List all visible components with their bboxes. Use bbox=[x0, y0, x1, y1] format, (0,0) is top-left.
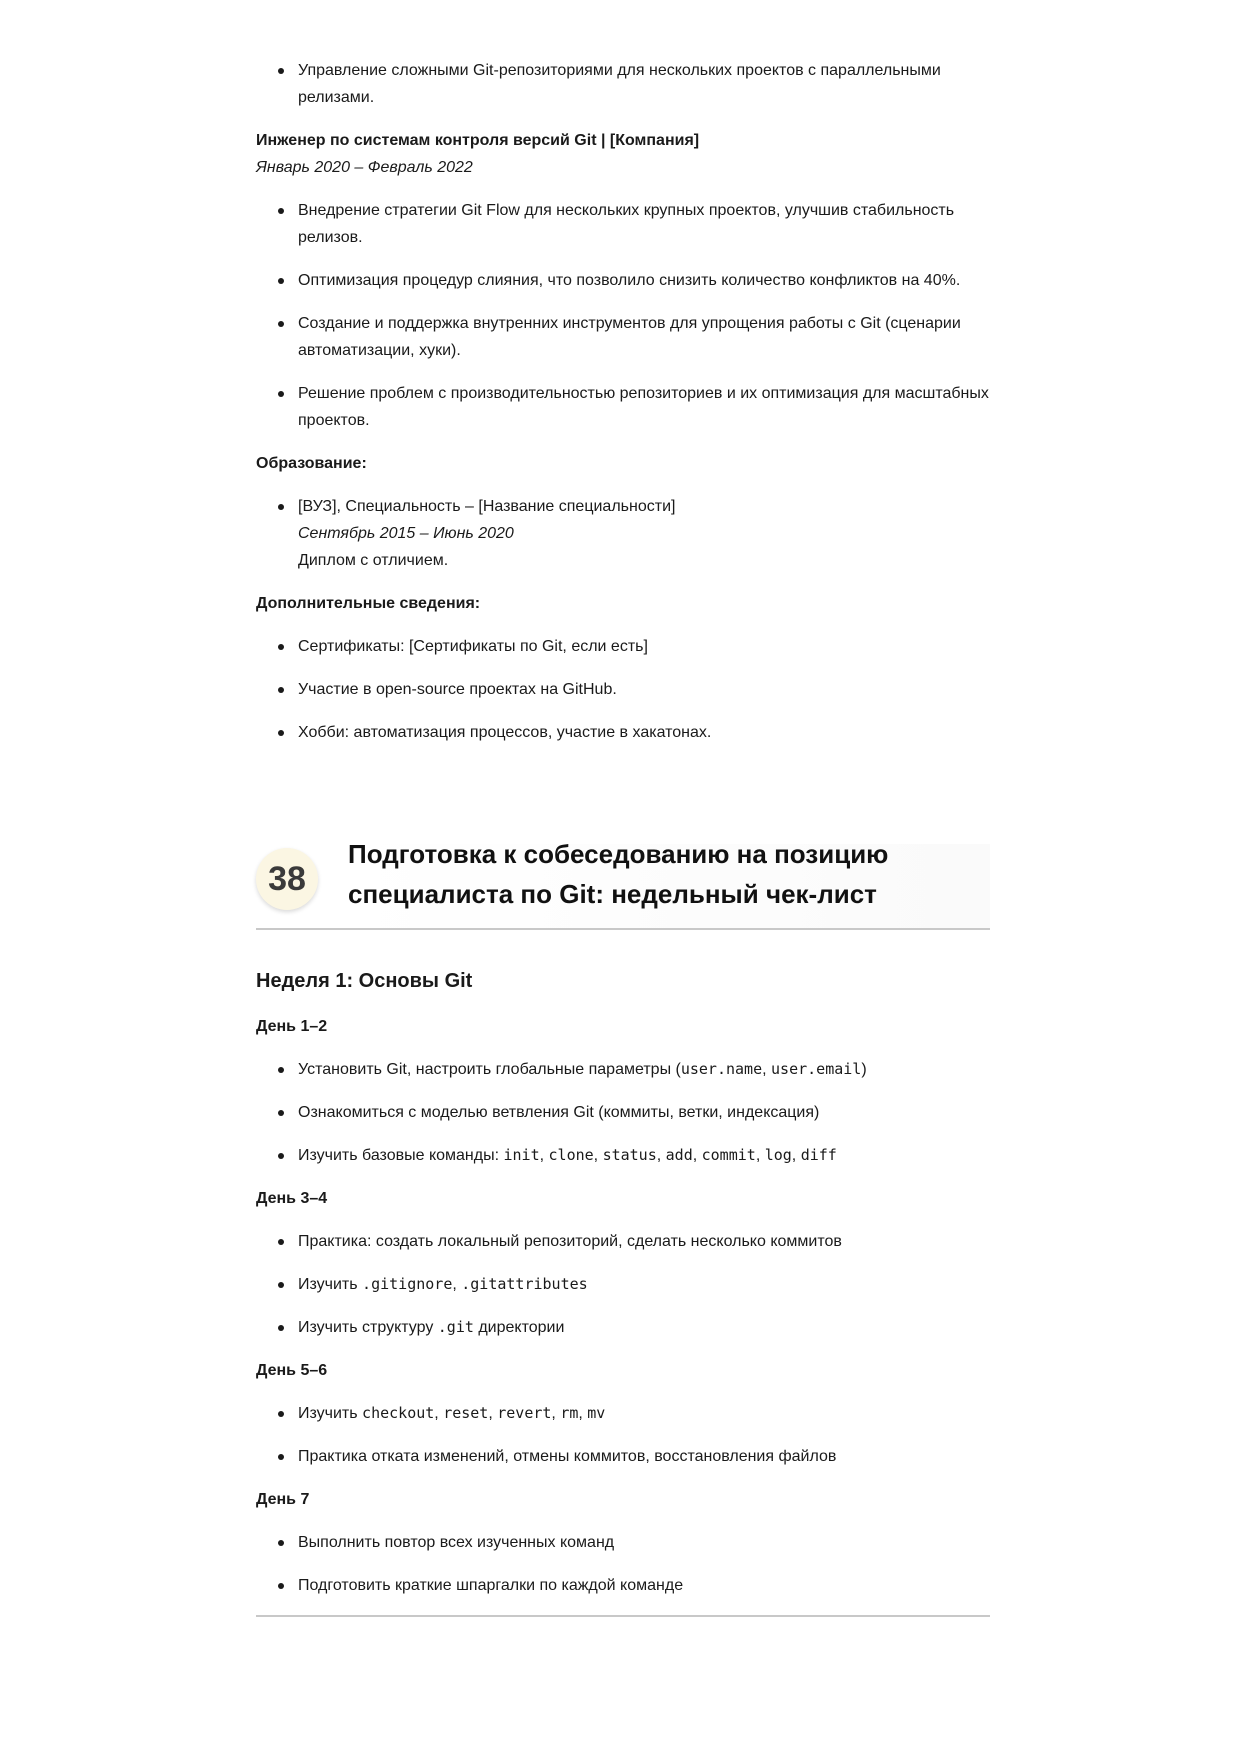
list-item: Ознакомиться с моделью ветвления Git (коммиты, ветки, индексация) bbox=[256, 1099, 990, 1126]
education-note: Диплом с отличием. bbox=[298, 552, 449, 569]
experience-bullets-top bbox=[256, 57, 990, 111]
list-item: Подготовить краткие шпаргалки по каждой команде bbox=[256, 1572, 990, 1599]
day-label: День 1–2 bbox=[256, 1018, 328, 1035]
list-item: Оптимизация процедур слияния, что позволило снизить количество конфликтов на 40%. bbox=[256, 267, 990, 294]
day-checklist bbox=[256, 1228, 990, 1341]
day-label: День 5–6 bbox=[256, 1362, 328, 1379]
document-page bbox=[256, 0, 990, 1617]
section-divider bbox=[256, 1615, 990, 1617]
week-title: Неделя 1: Основы Git bbox=[256, 970, 473, 992]
education-heading: Образование: bbox=[256, 455, 367, 472]
list-item: Создание и поддержка внутренних инструментов для упрощения работы с Git (сценарии автоматизации, хуки). bbox=[256, 310, 990, 364]
list-item: Изучить базовые команды: init, clone, status, add, commit, log, diff bbox=[256, 1142, 990, 1169]
list-item: Изучить структуру .git директории bbox=[256, 1314, 990, 1341]
education-degree: [ВУЗ], Специальность – [Название специальности] bbox=[298, 498, 676, 515]
list-item: Сертификаты: [Сертификаты по Git, если есть] bbox=[256, 633, 990, 660]
list-item bbox=[256, 493, 990, 574]
list-item: Решение проблем с производительностью репозиториев и их оптимизация для масштабных проектов. bbox=[256, 380, 990, 434]
chapter-title-line-2: специалиста по Git: недельный чек-лист bbox=[348, 879, 877, 909]
list-item: Внедрение стратегии Git Flow для нескольких крупных проектов, улучшив стабильность релизов. bbox=[256, 197, 990, 251]
list-item: Хобби: автоматизация процессов, участие в хакатонах. bbox=[256, 719, 990, 746]
day-checklist bbox=[256, 1056, 990, 1169]
day-label: День 3–4 bbox=[256, 1190, 328, 1207]
extra-list bbox=[256, 633, 990, 746]
education-list bbox=[256, 493, 990, 574]
list-item: Участие в open-source проектах на GitHub. bbox=[256, 676, 990, 703]
list-item: Изучить checkout, reset, revert, rm, mv bbox=[256, 1400, 990, 1427]
list-item: Изучить .gitignore, .gitattributes bbox=[256, 1271, 990, 1298]
chapter-header bbox=[256, 839, 990, 930]
chapter-number-badge: 38 bbox=[256, 848, 318, 910]
list-item: Установить Git, настроить глобальные параметры (user.name, user.email) bbox=[256, 1056, 990, 1083]
chapter-title-line-1: Подготовка к собеседованию на позицию bbox=[348, 839, 889, 869]
job-dates: Январь 2020 – Февраль 2022 bbox=[256, 159, 473, 176]
list-item: Практика: создать локальный репозиторий, сделать несколько коммитов bbox=[256, 1228, 990, 1255]
job-bullets bbox=[256, 197, 990, 434]
day-checklist bbox=[256, 1400, 990, 1470]
day-checklist bbox=[256, 1529, 990, 1599]
list-item: Выполнить повтор всех изученных команд bbox=[256, 1529, 990, 1556]
chapter-title bbox=[348, 834, 888, 914]
extra-heading: Дополнительные сведения: bbox=[256, 595, 481, 612]
job-title: Инженер по системам контроля версий Git | [Компания] bbox=[256, 132, 700, 149]
list-item: Управление сложными Git-репозиториями для нескольких проектов с параллельными релизами. bbox=[256, 57, 990, 111]
list-item: Практика отката изменений, отмены коммитов, восстановления файлов bbox=[256, 1443, 990, 1470]
day-label: День 7 bbox=[256, 1491, 310, 1508]
education-dates: Сентябрь 2015 – Июнь 2020 bbox=[298, 525, 514, 542]
